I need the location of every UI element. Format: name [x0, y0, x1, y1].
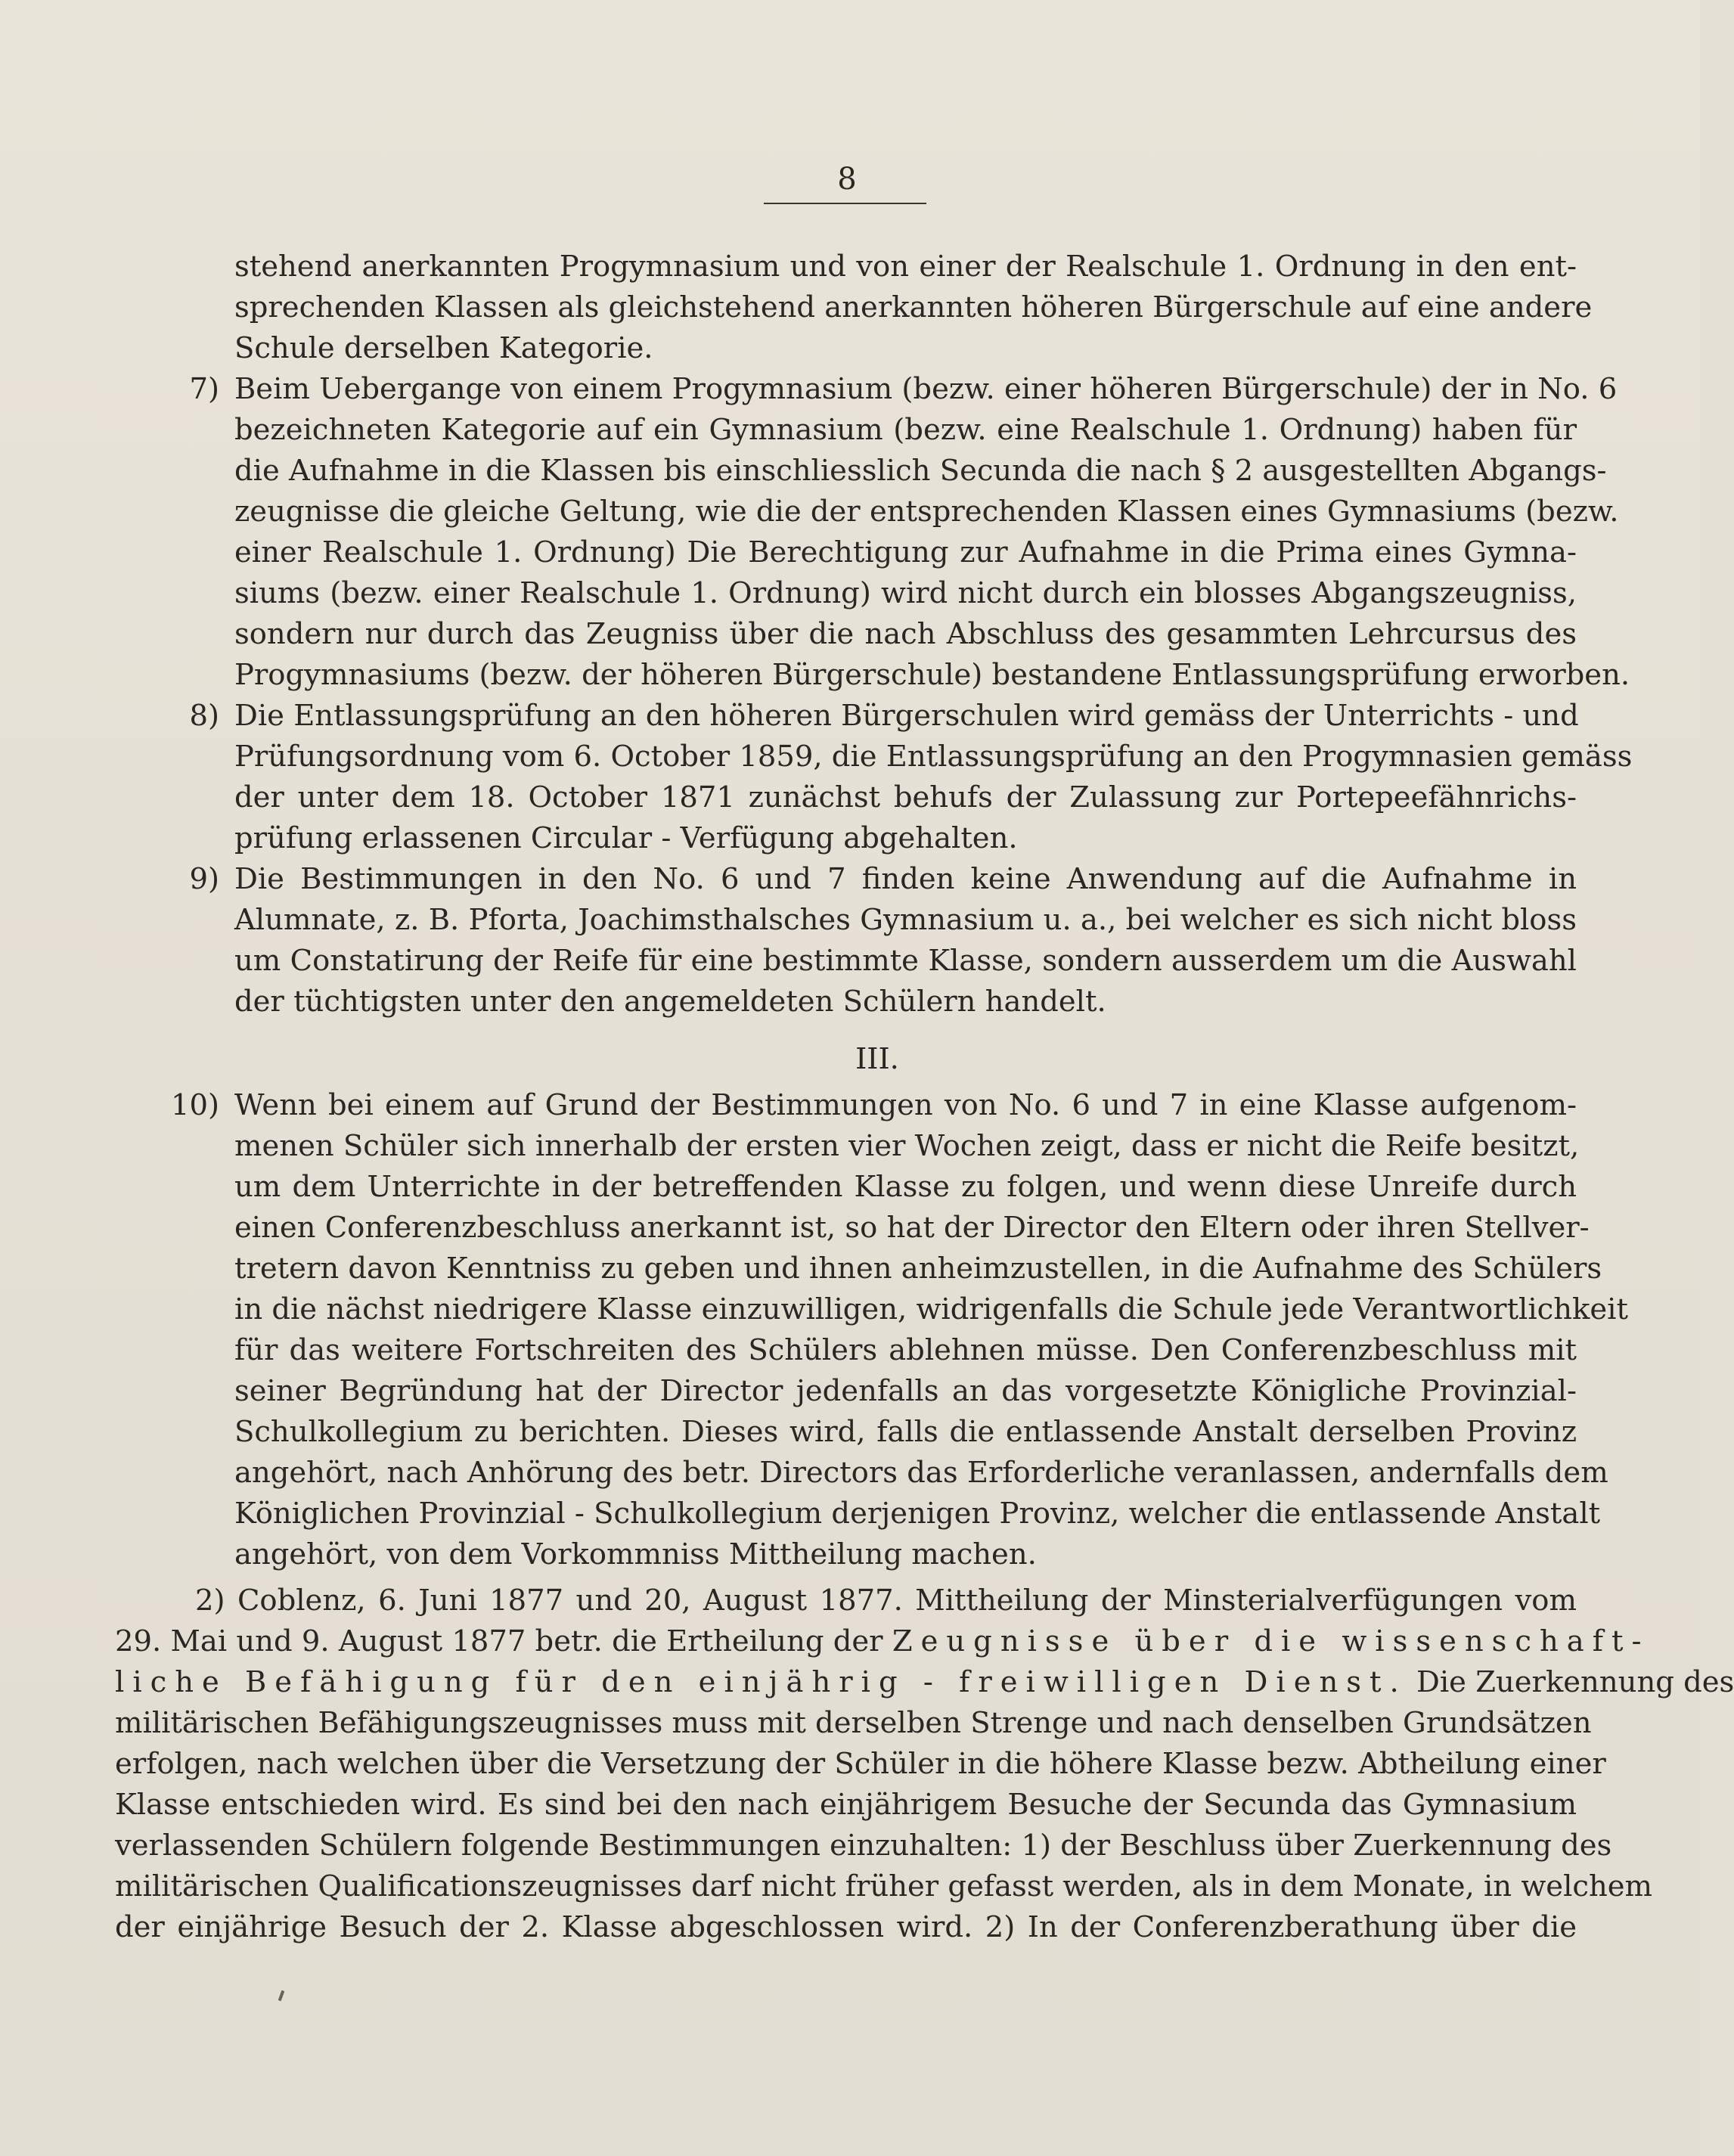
text-line: siums (bezw. einer Realschule 1. Ordnung) wird nicht durch ein blosses Abgangszeugniss,: [234, 576, 1577, 610]
text-line: menen Schüler sich innerhalb der ersten vier Wochen zeigt, dass er nicht die Reife besitzt,: [234, 1129, 1580, 1163]
text-line: angehört, nach Anhörung des betr. Directors das Erforderliche veranlassen, andernfalls dem: [234, 1456, 1608, 1490]
text-line: stehend anerkannten Progymnasium und von einer der Realschule 1. Ordnung in den ent-: [234, 250, 1577, 284]
text-line: Königlichen Provinzial - Schulkollegium derjenigen Provinz, welcher die entlassende Anstalt: [234, 1497, 1601, 1531]
text-line: Wenn bei einem auf Grund der Bestimmungen von No. 6 und 7 in eine Klasse aufgenom-: [234, 1088, 1577, 1122]
text-line: Progymnasiums (bezw. der höheren Bürgerschule) bestandene Entlassungsprüfung erworben.: [234, 658, 1630, 692]
text-line: der einjährige Besuch der 2. Klasse abgeschlossen wird. 2) In der Conferenzberathung über die: [115, 1910, 1577, 1944]
paper-speck: [278, 1990, 285, 2002]
text-line: seiner Begründung hat der Director jedenfalls an das vorgesetzte Königliche Provinzial-: [234, 1374, 1577, 1408]
text-line: Prüfungsordnung vom 6. October 1859, die Entlassungsprüfung an den Progymnasien gemäss: [234, 740, 1633, 774]
text-line: verlassenden Schülern folgende Bestimmungen einzuhalten: 1) der Beschluss über Zuerkennung des: [115, 1829, 1612, 1863]
text-line: Schulkollegium zu berichten. Dieses wird, falls die entlassende Anstalt derselben Provinz: [234, 1415, 1577, 1449]
text-line: einen Conferenzbeschluss anerkannt ist, so hat der Director den Eltern oder ihren Stellver-: [234, 1211, 1590, 1245]
text-line: bezeichneten Kategorie auf ein Gymnasium (bezw. eine Realschule 1. Ordnung) haben für: [234, 413, 1577, 447]
text-line: Die Bestimmungen in den No. 6 und 7 finden keine Anwendung auf die Aufnahme in: [234, 862, 1577, 896]
text-line: erfolgen, nach welchen über die Versetzung der Schüler in die höhere Klasse bezw. Abtheilung einer: [115, 1747, 1606, 1781]
text-line: für das weitere Fortschreiten des Schülers ablehnen müsse. Den Conferenzbeschluss mit: [234, 1333, 1577, 1367]
text-line: [115, 1662, 1734, 1703]
text-line: um Constatirung der Reife für eine bestimmte Klasse, sondern ausserdem um die Auswahl: [234, 944, 1577, 978]
text-line: einer Realschule 1. Ordnung) Die Berechtigung zur Aufnahme in die Prima eines Gymna-: [234, 535, 1577, 569]
item-number-10: 10): [170, 1088, 219, 1122]
text-line: die Aufnahme in die Klassen bis einschliesslich Secunda die nach § 2 ausgestellten Abgangs-: [234, 454, 1607, 488]
item-number-7: 7): [189, 372, 219, 406]
section-heading: III.: [855, 1042, 899, 1076]
text-line: militärischen Befähigungszeugnisses muss mit derselben Strenge und nach denselben Grundsätzen: [115, 1706, 1592, 1740]
text-line: sondern nur durch das Zeugniss über die nach Abschluss des gesammten Lehrcursus des: [234, 617, 1577, 651]
text-line: angehört, von dem Vorkommniss Mittheilung machen.: [234, 1537, 1037, 1571]
item-number-9: 9): [189, 862, 219, 896]
text-line: der tüchtigsten unter den angemeldeten Schülern handelt.: [234, 985, 1106, 1019]
text-line: Die Entlassungsprüfung an den höheren Bürgerschulen wird gemäss der Unterrichts - und: [234, 699, 1579, 733]
text-line: Alumnate, z. B. Pforta, Joachimsthalsches Gymnasium u. a., bei welcher es sich nicht bloss: [234, 903, 1577, 937]
spaced-emphasis: liche Befähigung für den einjährig - freiwilligen Dienst.: [115, 1665, 1407, 1699]
text-line: Schule derselben Kategorie.: [234, 331, 653, 365]
text-line: der unter dem 18. October 1871 zunächst behufs der Zulassung zur Portepeefähnrichs-: [234, 780, 1577, 814]
text-line: Klasse entschieden wird. Es sind bei den nach einjährigem Besuche der Secunda das Gymnasium: [115, 1788, 1577, 1822]
text-line: 2) Coblenz, 6. Juni 1877 und 20, August 1877. Mittheilung der Minsterialverfügungen vom: [195, 1584, 1577, 1618]
page-number: 8: [837, 162, 857, 197]
text-segment: 29. Mai und 9. August 1877 betr. die Ertheilung der: [115, 1624, 883, 1658]
text-line: um dem Unterrichte in der betreffenden Klasse zu folgen, und wenn diese Unreife durch: [234, 1170, 1577, 1204]
text-line: tretern davon Kenntniss zu geben und ihnen anheimzustellen, in die Aufnahme des Schülers: [234, 1252, 1602, 1286]
text-line: sprechenden Klassen als gleichstehend anerkannten höheren Bürgerschule auf eine andere: [234, 290, 1593, 324]
item-number-8: 8): [189, 699, 219, 733]
text-line: militärischen Qualificationszeugnisses darf nicht früher gefasst werden, als in dem Monate, in welchem: [115, 1869, 1653, 1903]
text-line: prüfung erlassenen Circular - Verfügung abgehalten.: [234, 821, 1018, 855]
spaced-emphasis: Zeugnisse über die wissenschaft-: [892, 1624, 1650, 1658]
text-segment: Die Zuerkennung des: [1416, 1665, 1734, 1699]
text-line: [115, 1621, 1650, 1662]
text-line: zeugnisse die gleiche Geltung, wie die der entsprechenden Klassen eines Gymnasiums (bezw.: [234, 495, 1619, 529]
text-line: in die nächst niedrigere Klasse einzuwilligen, widrigenfalls die Schule jede Verantwortlichkeit: [234, 1292, 1628, 1326]
page-number-rule: [764, 203, 926, 204]
text-line: Beim Uebergange von einem Progymnasium (bezw. einer höheren Bürgerschule) der in No. 6: [234, 372, 1618, 406]
